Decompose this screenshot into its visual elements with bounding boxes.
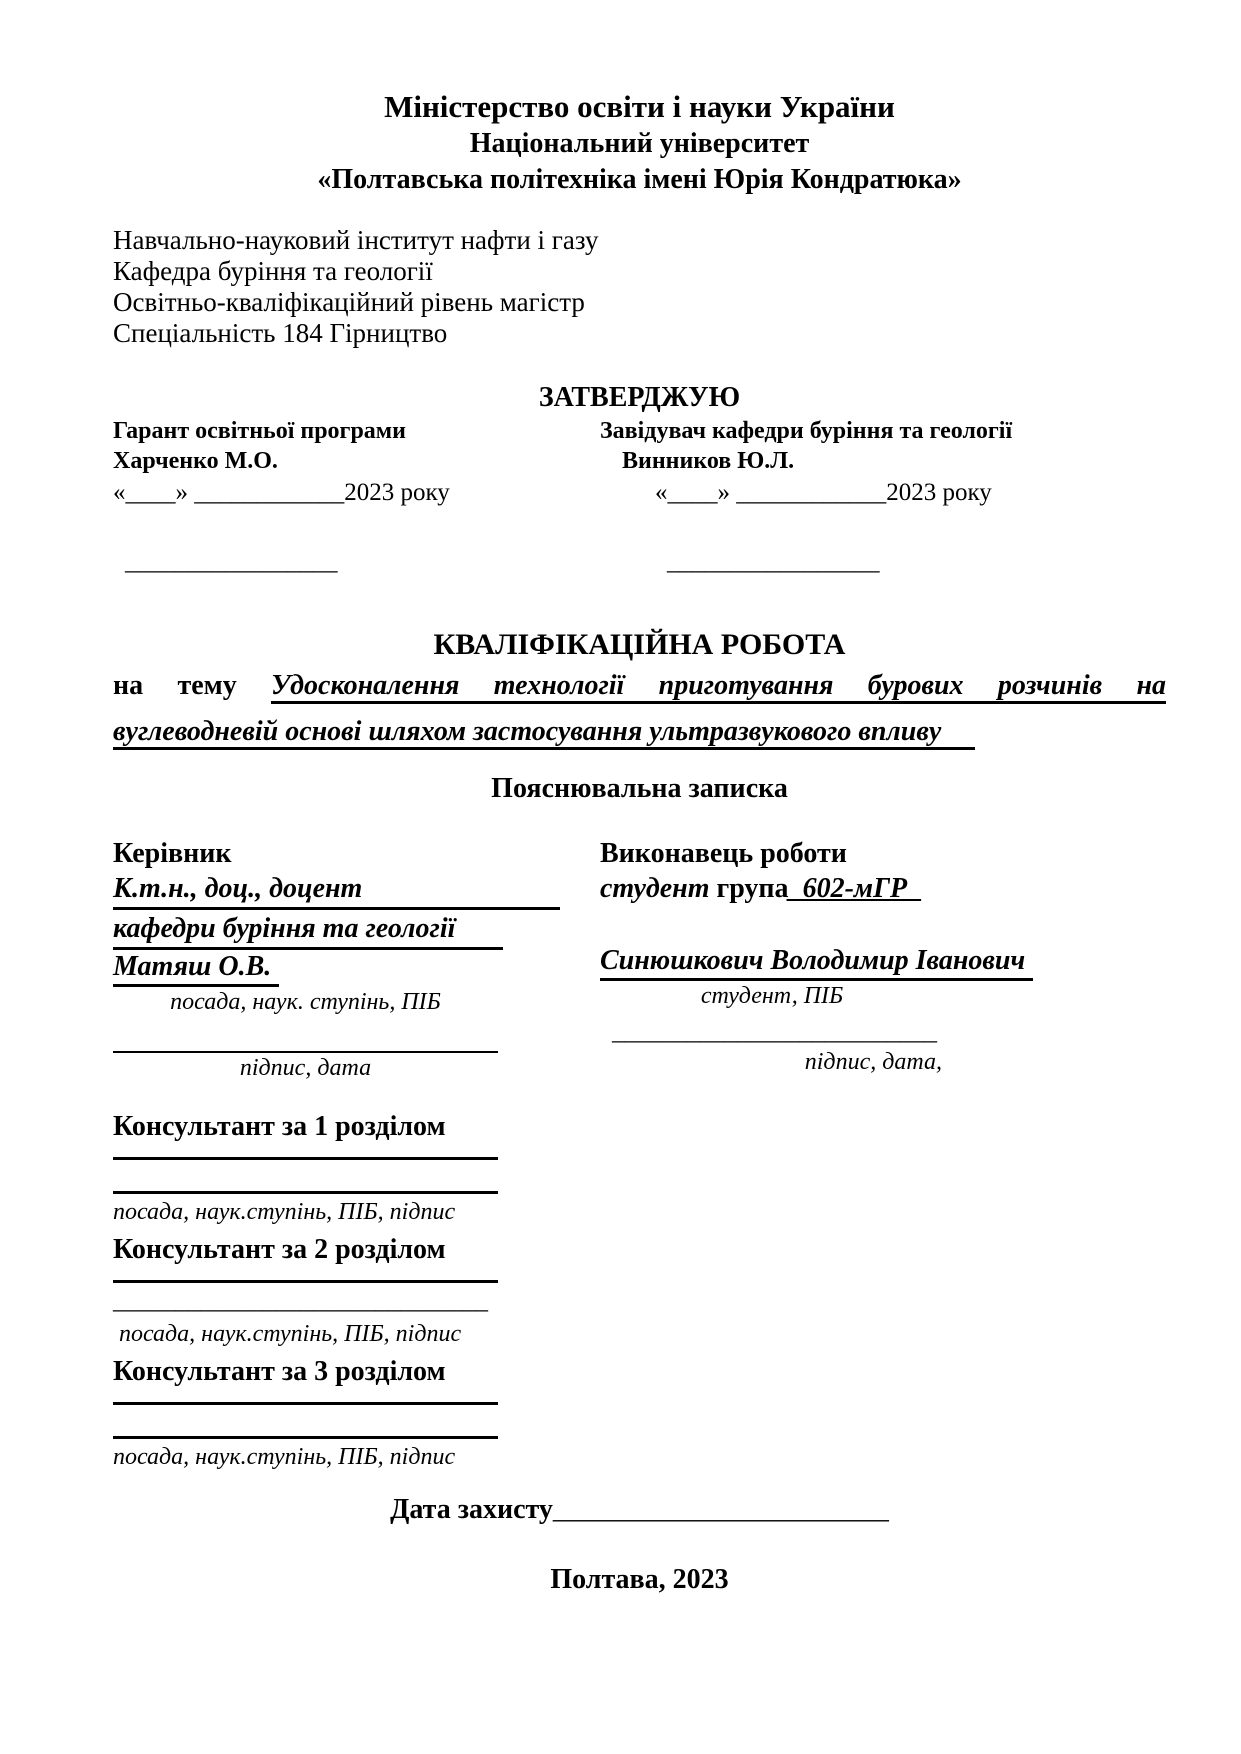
- guarantor-signature-line: _________________: [125, 548, 338, 575]
- supervisor-department: кафедри буріння та геології: [113, 910, 503, 950]
- approval-left: [113, 416, 600, 509]
- group-label: група: [716, 873, 789, 904]
- ministry-title: Міністерство освіти і науки України: [384, 89, 895, 124]
- consultant-1-line-1: [113, 1157, 498, 1160]
- consultant-3-line-1: [113, 1402, 498, 1405]
- consultant-1-heading: Консультант за 1 розділом: [113, 1111, 446, 1142]
- consultant-2-line-1: [113, 1280, 498, 1283]
- consultant-3-line-2: [113, 1436, 498, 1439]
- explanatory-note-subtitle: Пояснювальна записка: [491, 773, 788, 804]
- approval-right: [600, 416, 1166, 509]
- head-date-line: «____» ____________2023 року: [655, 479, 992, 506]
- executor-heading: Виконавець роботи: [600, 838, 847, 869]
- supervisor-heading: Керівник: [113, 838, 232, 869]
- approve-heading: ЗАТВЕРДЖУЮ: [538, 382, 741, 413]
- consultant-2-line-2: ______________________________: [113, 1287, 488, 1314]
- executor-sign-caption: підпис, дата,: [804, 1049, 942, 1075]
- approval-columns: [113, 416, 1166, 509]
- consultant-2-heading: Консультант за 2 розділом: [113, 1234, 446, 1265]
- institute-block: [113, 225, 1166, 349]
- university-title: Національний університет: [469, 128, 810, 159]
- department-line: Кафедра буріння та геології: [113, 256, 433, 286]
- city-year: Полтава, 2023: [550, 1564, 729, 1595]
- people-columns: [113, 837, 1166, 1083]
- supervisor-name: Матяш О.В.: [113, 950, 279, 987]
- topic-text-2: вуглеводневій основі шляхом застосування ультразвукового впливу: [113, 716, 975, 750]
- student-label: студент: [600, 873, 710, 904]
- executor-group-row: [600, 870, 1166, 907]
- defense-date-label: Дата захисту: [390, 1494, 553, 1525]
- supervisor-caption: посада, наук. ступінь, ПІБ: [170, 989, 441, 1015]
- consultant-1-line-2: [113, 1191, 498, 1194]
- institute-line: Навчально-науковий інститут нафти і газу: [113, 225, 599, 255]
- topic-prefix: на тему: [113, 670, 237, 701]
- consultant-section-2: [113, 1234, 1166, 1348]
- head-role: Завідувач кафедри буріння та геології: [600, 418, 1013, 444]
- work-title: КВАЛІФІКАЦІЙНА РОБОТА: [433, 628, 846, 661]
- head-signature-line: _________________: [667, 548, 880, 575]
- executor-name: Синюшкович Володимир Іванович: [600, 944, 1033, 981]
- consultants-block: [113, 1111, 1166, 1471]
- consultant-3-caption: посада, наук.ступінь, ПІБ, підпис: [113, 1444, 456, 1470]
- supervisor-column: [113, 837, 600, 1083]
- executor-column: [600, 837, 1166, 1083]
- topic-text-1: Удосконалення технології приготування бурових розчинів на: [271, 670, 1166, 704]
- group-value: _602-мГР_: [788, 873, 922, 904]
- specialty-line: Спеціальність 184 Гірництво: [113, 318, 448, 348]
- executor-spacer: [600, 907, 1166, 944]
- consultant-2-caption: посада, наук.ступінь, ПІБ, підпис: [119, 1321, 462, 1347]
- supervisor-position: К.т.н., доц., доцент: [113, 870, 560, 910]
- defense-date-line: ________________________: [552, 1494, 889, 1525]
- approval-signature-lines: [113, 547, 1166, 577]
- consultant-section-3: [113, 1356, 1166, 1471]
- supervisor-sign-caption: підпис, дата: [239, 1055, 372, 1081]
- guarantor-role: Гарант освітньої програми: [113, 418, 406, 444]
- guarantor-name: Харченко М.О.: [113, 448, 278, 474]
- consultant-section-1: [113, 1111, 1166, 1226]
- consultant-1-caption: посада, наук.ступінь, ПІБ, підпис: [113, 1199, 456, 1225]
- head-name: Винников Ю.Л.: [622, 448, 795, 474]
- degree-line: Освітньо-кваліфікаційний рівень магістр: [113, 287, 585, 317]
- executor-signature-line: __________________________: [612, 1018, 937, 1045]
- topic-line-2: [113, 709, 1166, 755]
- guarantor-date-line: «____» ____________2023 року: [113, 479, 450, 506]
- defense-date-row: [113, 1493, 1166, 1527]
- topic-block: [113, 663, 1166, 755]
- header-block: [113, 88, 1166, 198]
- consultant-3-heading: Консультант за 3 розділом: [113, 1356, 446, 1387]
- university-name: «Полтавська політехніка імені Юрія Кондратюка»: [317, 164, 962, 195]
- topic-line-1: [113, 663, 1166, 709]
- executor-caption: студент, ПІБ: [700, 983, 844, 1009]
